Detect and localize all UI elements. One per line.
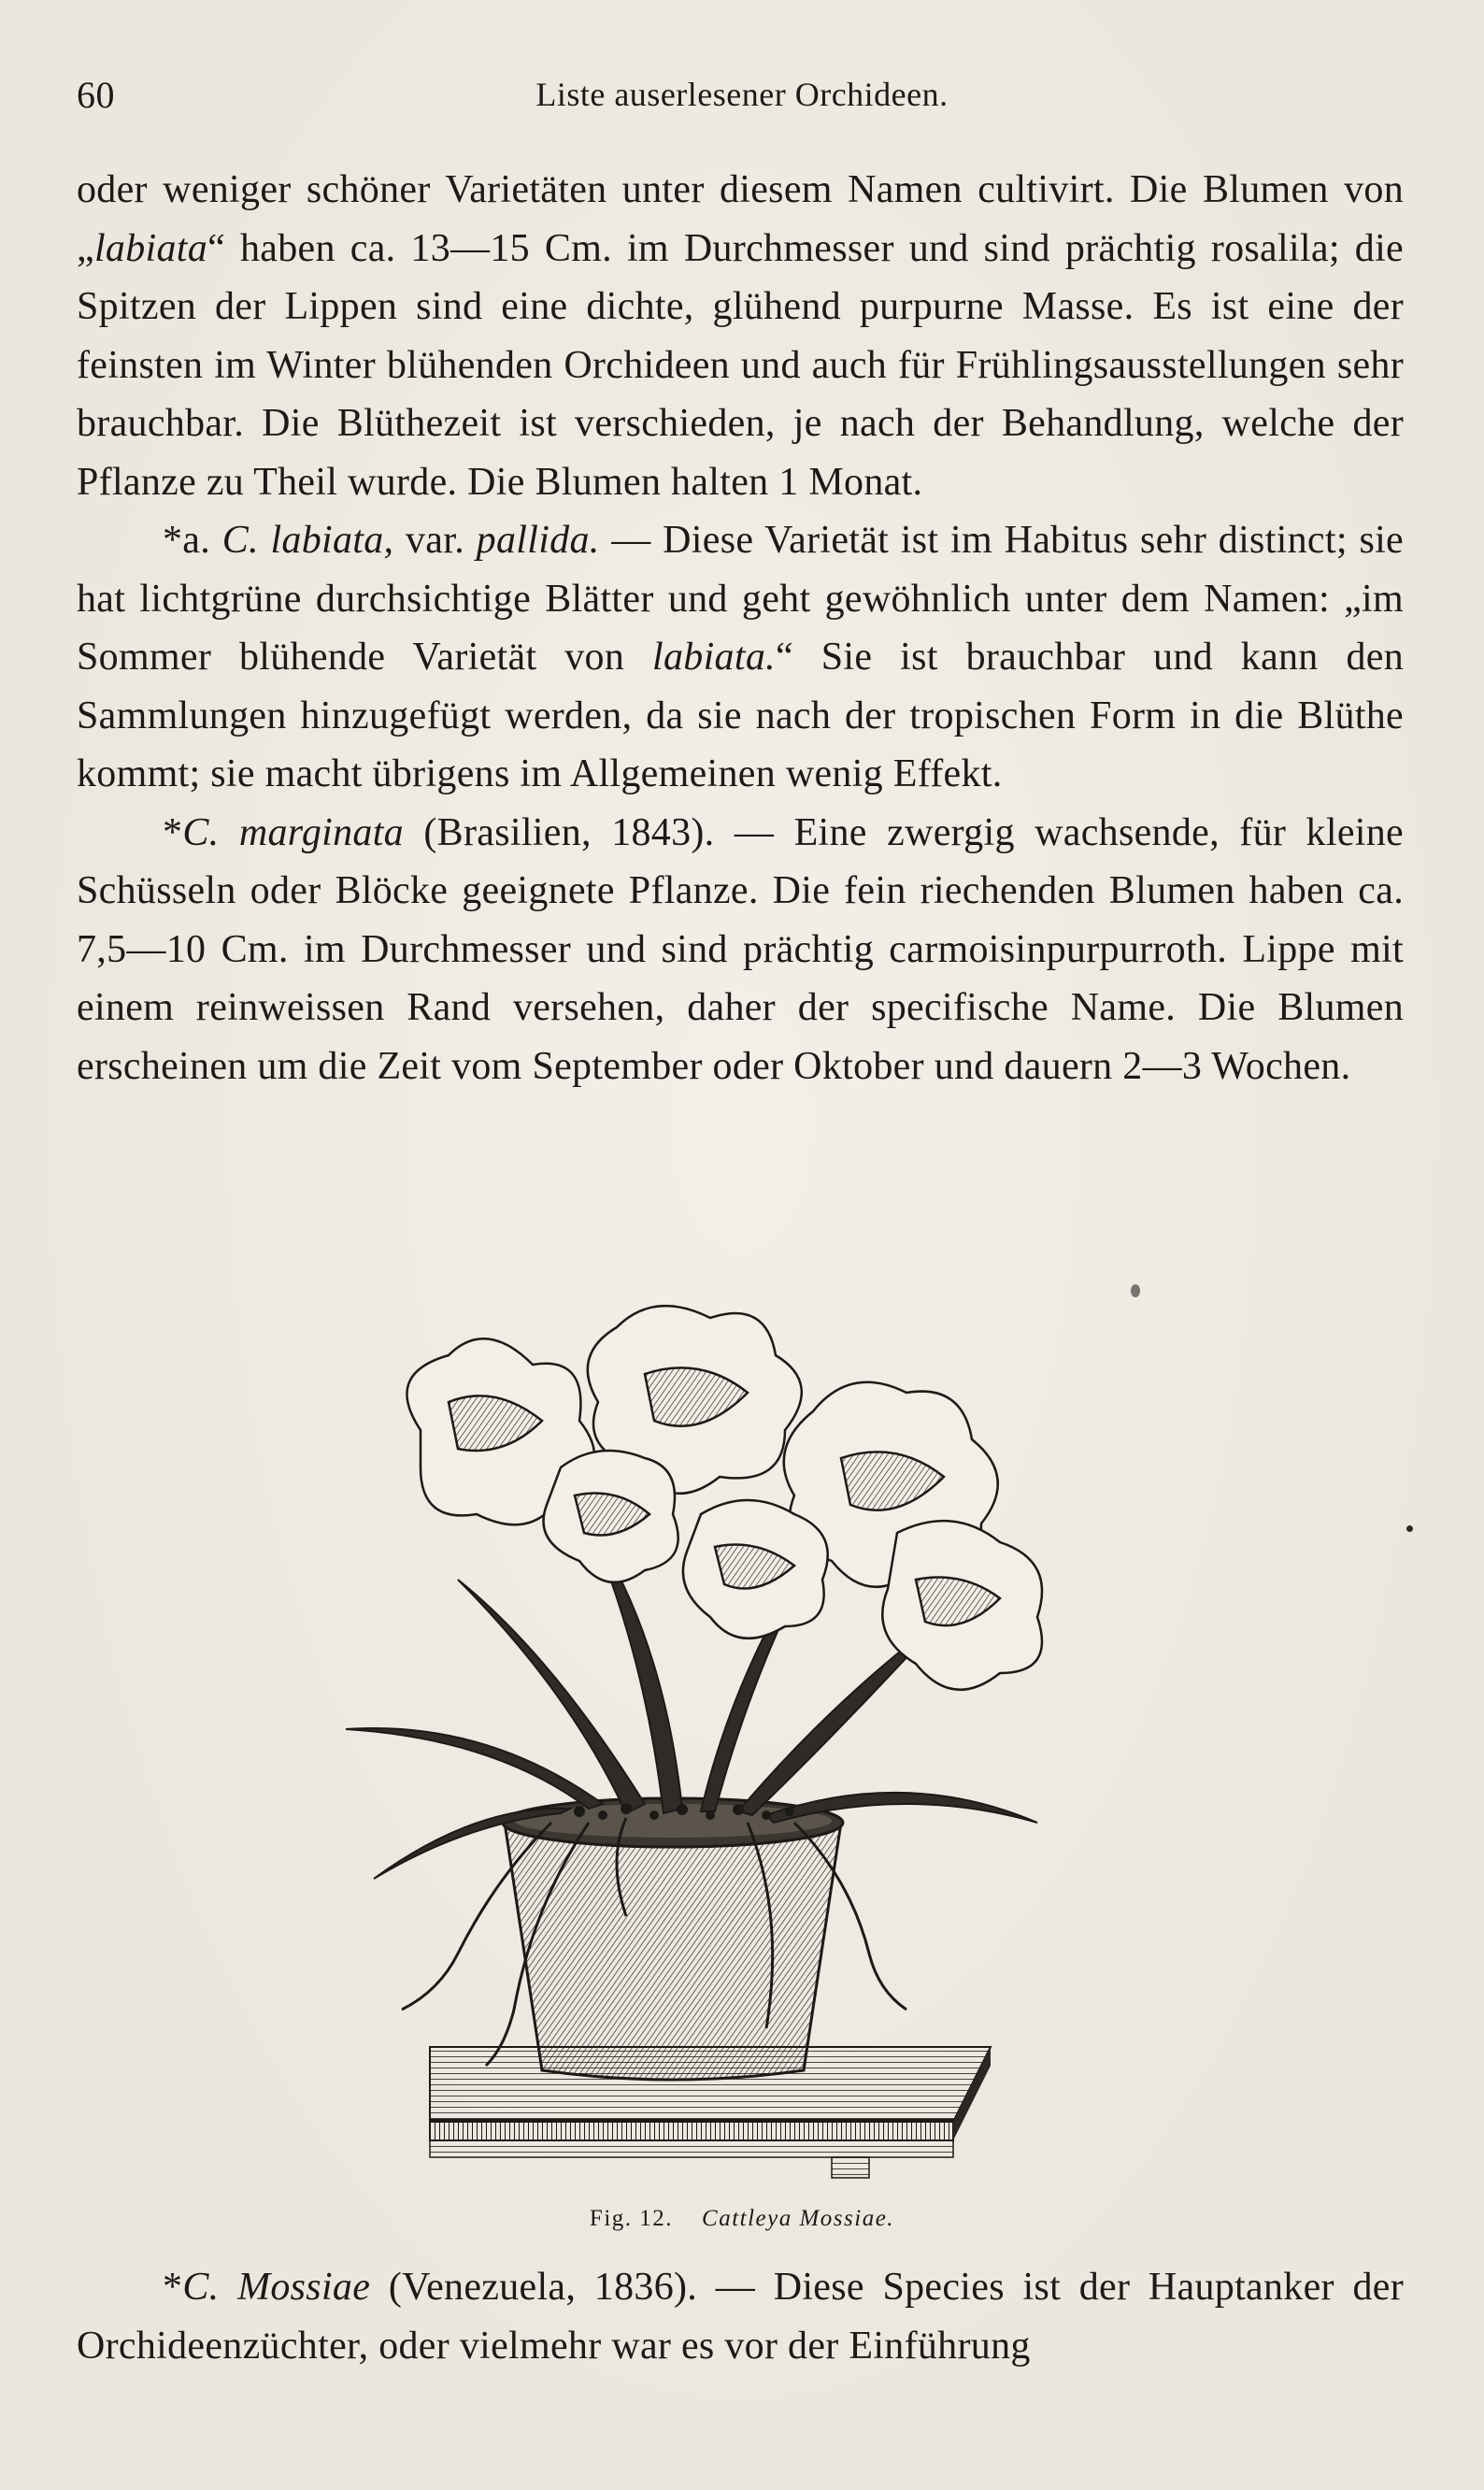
paragraph xyxy=(77,804,1404,1096)
italic-text: C. marginata xyxy=(182,810,404,854)
italic-text: labiata. xyxy=(652,636,776,679)
page-number: 60 xyxy=(77,74,115,116)
text-run: (Venezuela, 1836). — Diese Species ist der Hauptanker der Orchideenzüchter, oder vielmehr war es vor der Einführung xyxy=(77,2266,1405,2368)
print-speck xyxy=(1131,1284,1140,1297)
body-text-top xyxy=(77,161,1404,1095)
text-run: (Brasilien, 1843). — Eine zwergig wachsende, für kleine Schüsseln oder Blöcke geeignete Pflanze. Die fein riechenden Blumen haben ca. 7,5—10 Cm. im Durchmesser und sind prächtig carmoisinpurpurroth. Lippe mit einem reinweissen Rand versehen, daher der specifische Name. Die Blumen erscheinen um die Zeit vom September oder Oktober und dauern 2—3 Wochen. xyxy=(77,810,1404,1088)
paragraph xyxy=(77,161,1404,511)
figure-caption xyxy=(0,2206,1484,2232)
figure-title: Cattleya Mossiae. xyxy=(702,2206,895,2231)
italic-text: labiata xyxy=(93,226,208,270)
text-run: “ haben ca. 13—15 Cm. im Durchmesser und sind prächtig rosalila; die Spitzen der Lippen sind eine dichte, glühend purpurne Masse. Es ist eine der feinsten im Winter blühenden Orchideen und auch für Frühlingsausstellungen sehr brauchbar. Die Blüthezeit ist verschieden, je nach der Behandlung, welche der Pflanze zu Theil wurde. Die Blumen halten 1 Monat. xyxy=(77,226,1404,504)
flower-pot xyxy=(503,1798,843,2080)
italic-text: C. Mossiae xyxy=(182,2266,371,2309)
orchid-blossoms xyxy=(407,1306,1042,1690)
italic-text: pallida. xyxy=(476,519,600,562)
figure-illustration xyxy=(346,1299,1149,2197)
text-run: var. xyxy=(393,519,477,562)
print-speck xyxy=(1406,1525,1413,1532)
text-run: oder weniger schöner Varietäten unter diesem Namen cultivirt. Die Blumen von „ xyxy=(77,168,1404,270)
running-title: Liste auserlesener Orchideen. xyxy=(535,76,949,113)
orchid-pot-engraving xyxy=(346,1299,1149,2197)
paragraph xyxy=(77,511,1404,804)
text-run: “ Sie ist brauchbar und kann den Sammlungen hinzugefügt werden, da sie nach der tropischen Form in die Blüthe kommt; sie macht übrigens im Allgemeinen wenig Effekt. xyxy=(77,636,1405,795)
paragraph xyxy=(77,2258,1404,2375)
text-run: * xyxy=(163,810,183,854)
text-run: * xyxy=(163,2266,183,2309)
running-head xyxy=(77,73,1407,129)
body-text-bottom xyxy=(77,2258,1404,2375)
text-run: — Diese Varietät ist im Habitus sehr distinct; sie hat lichtgrüne durchsichtige Blätter und geht gewöhnlich unter dem Namen: „im Sommer blühende Varietät von xyxy=(77,519,1405,679)
figure-label: Fig. 12. xyxy=(589,2206,674,2231)
italic-text: C. labiata, xyxy=(221,519,394,562)
text-run: *a. xyxy=(163,519,222,562)
